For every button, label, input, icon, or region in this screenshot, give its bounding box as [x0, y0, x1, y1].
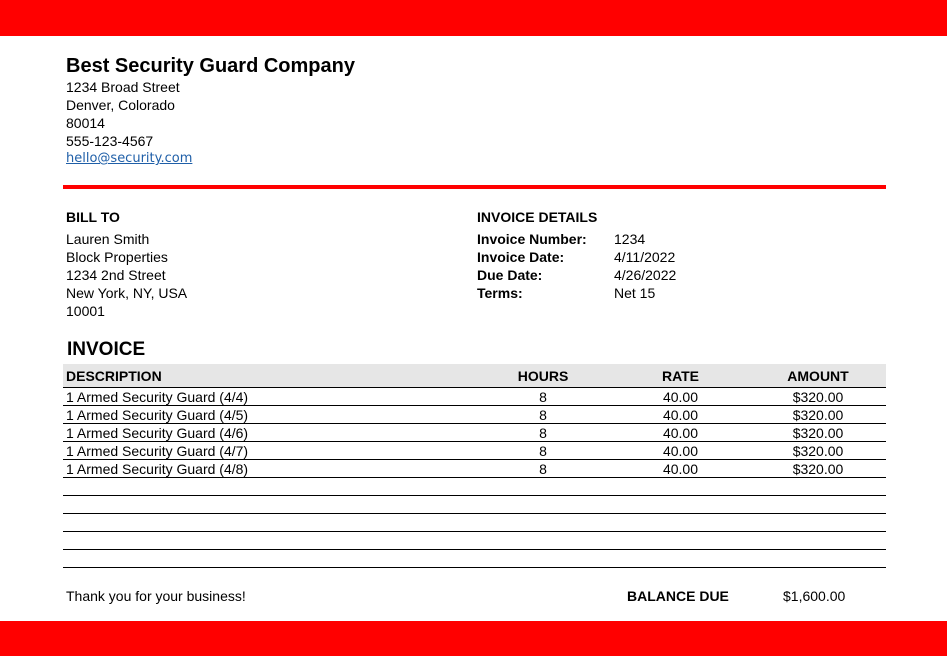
- table-row: [63, 460, 886, 478]
- bill-to-name: Lauren Smith: [66, 231, 150, 247]
- table-row: [63, 550, 886, 568]
- detail-value: Net 15: [614, 285, 656, 301]
- table-row: [63, 496, 886, 514]
- company-block: [66, 54, 355, 168]
- cell-amount: $320.00: [792, 442, 844, 459]
- cell-rate: 40.00: [662, 442, 699, 459]
- table-header: [63, 364, 886, 388]
- detail-row: [477, 266, 676, 284]
- company-city-state: Denver, Colorado: [66, 97, 175, 113]
- bill-to-zip: 10001: [66, 303, 105, 319]
- detail-label: Invoice Number:: [477, 231, 587, 247]
- table-row: [63, 424, 886, 442]
- header-amount: AMOUNT: [787, 367, 849, 384]
- cell-description: 1 Armed Security Guard (4/8): [66, 460, 249, 477]
- detail-value: 4/11/2022: [614, 249, 676, 265]
- cell-hours: 8: [539, 460, 547, 477]
- cell-hours: 8: [539, 424, 547, 441]
- cell-amount: $320.00: [792, 460, 844, 477]
- table-row: [63, 514, 886, 532]
- company-zip: 80014: [66, 115, 105, 131]
- thank-you-note: Thank you for your business!: [66, 588, 246, 604]
- company-phone: 555-123-4567: [66, 133, 154, 149]
- cell-description: 1 Armed Security Guard (4/5): [66, 406, 249, 423]
- detail-value: 1234: [614, 231, 646, 247]
- invoice-details-heading: INVOICE DETAILS: [477, 209, 598, 225]
- bill-to-heading: BILL TO: [66, 209, 120, 225]
- company-street: 1234 Broad Street: [66, 79, 180, 95]
- cell-amount: $320.00: [792, 388, 844, 405]
- cell-rate: 40.00: [662, 388, 699, 405]
- detail-value: 4/26/2022: [614, 267, 677, 283]
- header-divider: [63, 185, 886, 189]
- bill-to-street: 1234 2nd Street: [66, 267, 166, 283]
- bill-to-company: Block Properties: [66, 249, 168, 265]
- cell-description: 1 Armed Security Guard (4/6): [66, 424, 249, 441]
- detail-label: Due Date:: [477, 267, 543, 283]
- line-items-table: [63, 364, 886, 568]
- cell-hours: 8: [539, 388, 547, 405]
- cell-amount: $320.00: [792, 424, 844, 441]
- table-row: [63, 532, 886, 550]
- detail-label: Invoice Date:: [477, 249, 565, 265]
- bill-to-block: [66, 208, 187, 320]
- detail-row: [477, 230, 676, 248]
- cell-hours: 8: [539, 406, 547, 423]
- cell-rate: 40.00: [662, 406, 699, 423]
- balance-due-label: BALANCE DUE: [627, 588, 729, 604]
- balance-due-value: $1,600.00: [783, 588, 846, 604]
- invoice-title: INVOICE: [67, 339, 146, 360]
- table-row: [63, 478, 886, 496]
- company-email-link[interactable]: hello@security.com: [66, 151, 193, 166]
- bottom-red-band: [0, 621, 947, 656]
- header-description: DESCRIPTION: [66, 367, 162, 384]
- detail-label: Terms:: [477, 285, 523, 301]
- top-red-band: [0, 0, 947, 36]
- header-hours: HOURS: [517, 367, 569, 384]
- table-row: [63, 406, 886, 424]
- invoice-details-block: [477, 208, 676, 302]
- cell-rate: 40.00: [662, 460, 699, 477]
- table-row: [63, 388, 886, 406]
- cell-description: 1 Armed Security Guard (4/4): [66, 388, 249, 405]
- cell-hours: 8: [539, 442, 547, 459]
- company-name: Best Security Guard Company: [66, 55, 355, 77]
- table-body: [63, 388, 886, 568]
- cell-description: 1 Armed Security Guard (4/7): [66, 442, 249, 459]
- cell-amount: $320.00: [792, 406, 844, 423]
- cell-rate: 40.00: [662, 424, 699, 441]
- bill-to-city: New York, NY, USA: [66, 285, 188, 301]
- header-rate: RATE: [661, 367, 700, 384]
- detail-row: [477, 284, 676, 302]
- table-row: [63, 442, 886, 460]
- detail-row: [477, 248, 676, 266]
